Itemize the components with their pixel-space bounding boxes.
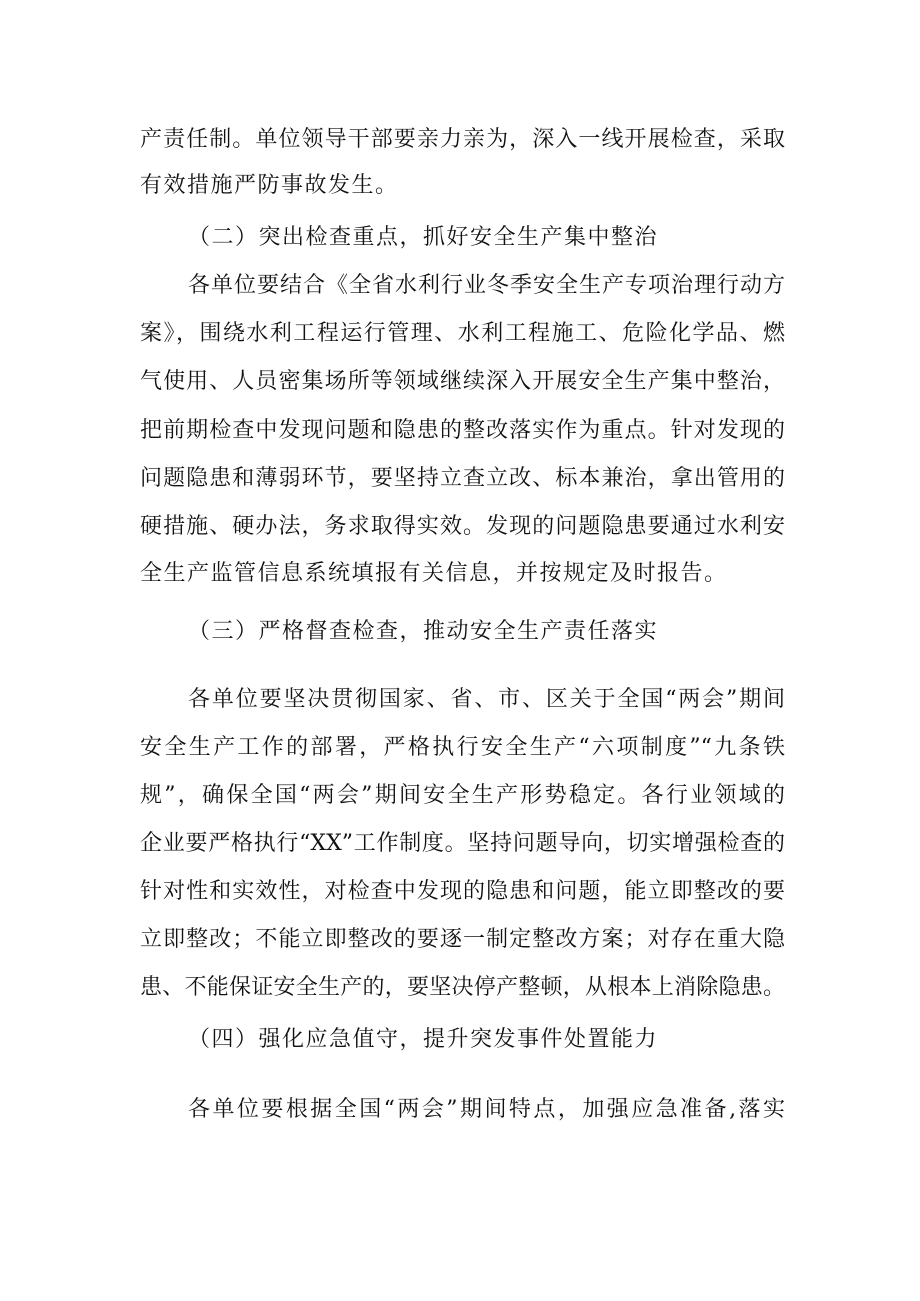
body-text-line: 把前期检查中发现问题和隐患的整改落实作为重点。针对发现的: [140, 418, 785, 443]
body-text-line: 案》，围绕水利工程运行管理、水利工程施工、危险化学品、燃: [140, 321, 785, 346]
body-text-line: 全生产监管信息系统填报有关信息，并按规定及时报告。: [140, 561, 728, 586]
body-text-line: 患、不能保证安全生产的，要坚决停产整顿，从根本上消除隐患。: [140, 975, 785, 1000]
body-text-line: 企业要严格执行“XX”工作制度。坚持问题导向，切实增强检查的: [140, 831, 785, 856]
body-text-line: 规”，确保全国“两会”期间安全生产形势稳定。各行业领域的: [140, 783, 785, 808]
section-heading: （三）严格督查检查，推动安全生产责任落实: [188, 619, 659, 644]
body-text-line: 立即整改；不能立即整改的要逐一制定整改方案；对存在重大隐: [140, 927, 785, 952]
body-text-line: 各单位要根据全国“两会”期间特点，加强应急准备,落实: [188, 1097, 785, 1122]
body-text-line: 气使用、人员密集场所等领域继续深入开展安全生产集中整治，: [140, 369, 785, 394]
body-text-line: 有效措施严防事故发生。: [140, 173, 399, 198]
section-heading: （四）强化应急值守，提升突发事件处置能力: [188, 1027, 659, 1052]
body-text-line: 产责任制。单位领导干部要亲力亲为，深入一线开展检查，采取: [140, 127, 785, 152]
body-text-line: 各单位要结合《全省水利行业冬季安全生产专项治理行动方: [188, 273, 785, 298]
body-text-line: 问题隐患和薄弱环节，要坚持立查立改、标本兼治，拿出管用的: [140, 466, 785, 491]
body-text-line: 硬措施、硬办法，务求取得实效。发现的问题隐患要通过水利安: [140, 514, 785, 539]
body-text-line: 各单位要坚决贯彻国家、省、市、区关于全国“两会”期间: [188, 687, 785, 712]
body-text-line: 安全生产工作的部署，严格执行安全生产“六项制度”“九条铁: [140, 735, 785, 760]
body-text-line: 针对性和实效性，对检查中发现的隐患和问题，能立即整改的要: [140, 879, 785, 904]
section-heading: （二）突出检查重点，抓好安全生产集中整治: [188, 225, 659, 250]
